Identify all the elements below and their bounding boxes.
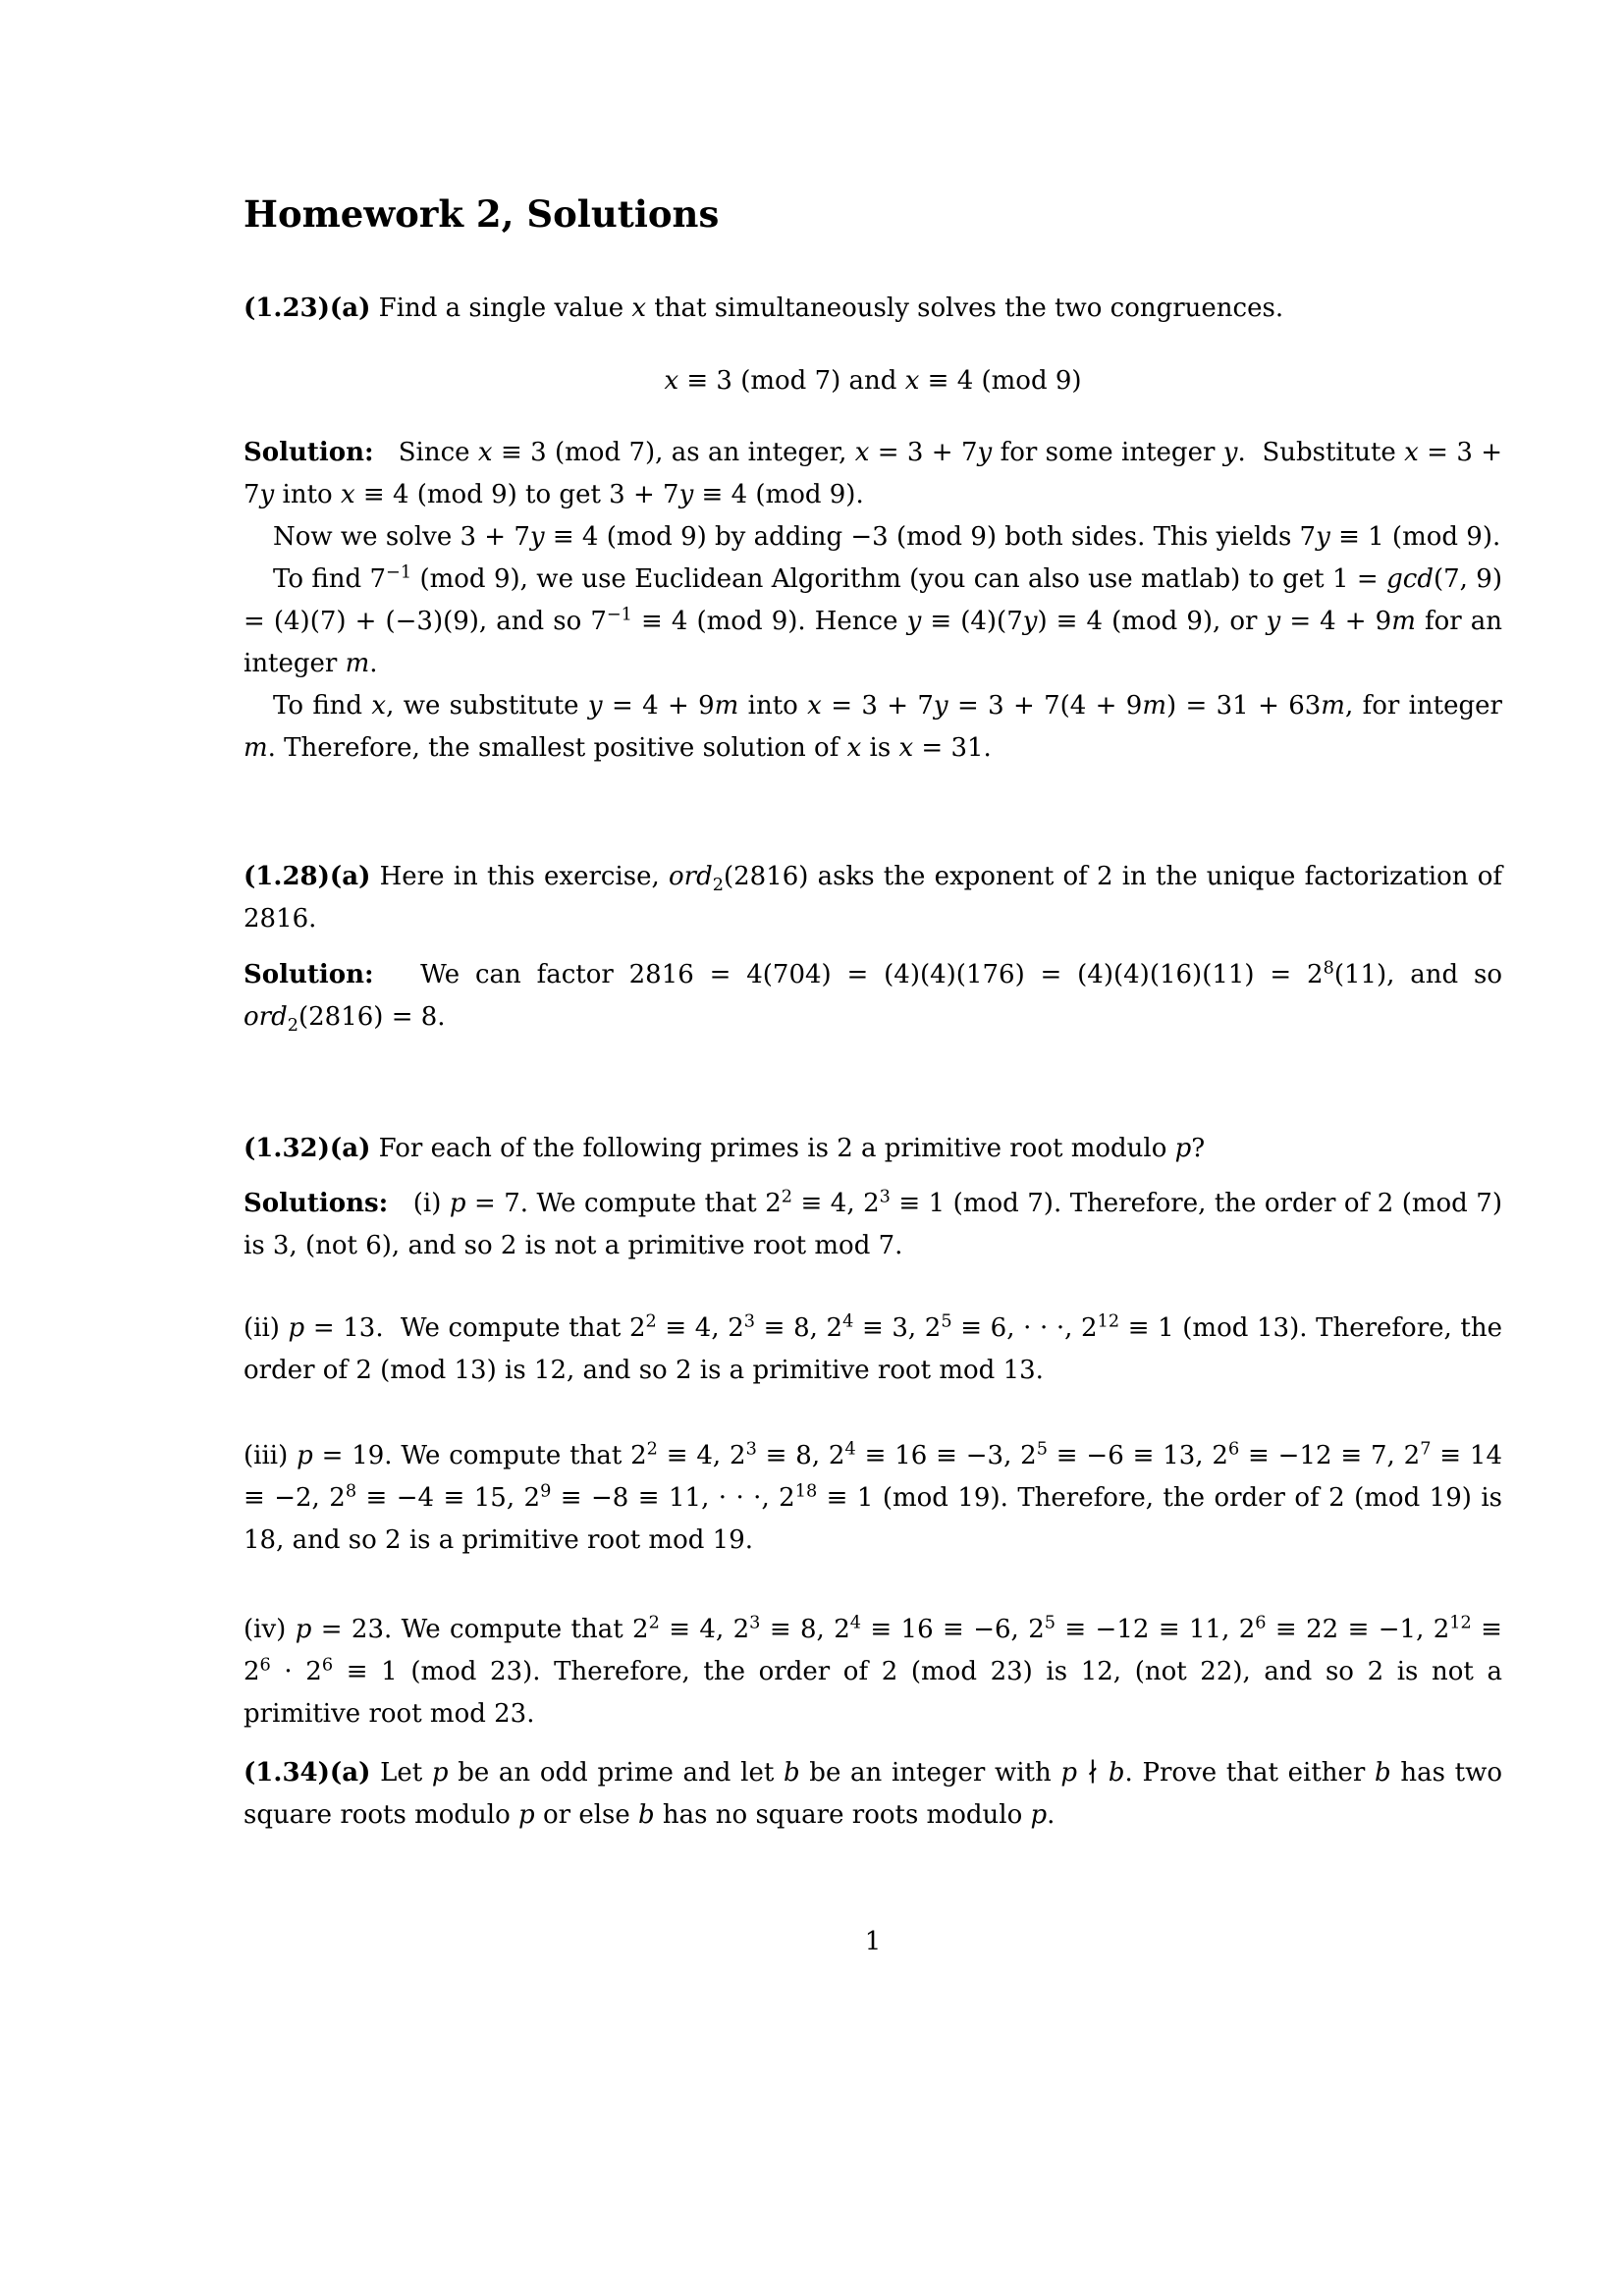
problem-1-32-solution-part-iii: (iii) p = 19. We compute that $2^2 \equiv 4$, $2^3 \equiv 8$, $2^4 \equiv 16 \equiv -3$, $2^5 \equiv -6 \equiv 13$, $2^6 \equiv -12 \equiv 7$, $2^7 \equiv 14 \equiv -2$, $2^8 \equiv -4 \equiv 15$, $2^9 \equiv -8 \equiv 11$, · · ·, $2^{18} \equiv 1$ (mod 19). Therefore, the order of 2 (mod 19) is 18, and so 2 is a primitive root mod 19. (244, 1439, 1502, 1555)
problem-1-32-solution-part-i: Solutions: (i) p = 7. We compute that $2^2 \equiv 4$, $2^3 \equiv 1$ (mod 7). Therefore, the order of 2 (mod 7) is 3, (not 6), and so 2 is not a primitive root mod 7. (244, 1187, 1502, 1260)
problem-1-23-solution-paragraph-1: Solution: Since x ≡ 3 (mod 7), as an integer, x = 3 + 7y for some integer y. Substitute x = 3 + 7y into x ≡ 4 (mod 9) to get 3 + 7y ≡ 4 (mod 9). (244, 438, 1503, 509)
problem-1-32-solution-part-ii: (ii) p = 13. We compute that $2^2 \equiv 4$, $2^3 \equiv 8$, $2^4 \equiv 3$, $2^5 \equiv 6$, · · ·, $2^{12} \equiv 1$ (mod 13). Therefore, the order of 2 (mod 13) is 12, and so 2 is a primitive root mod 13. (244, 1311, 1502, 1385)
problem-1-23-equation: x ≡ 3 (mod 7) and x ≡ 4 (mod 9) (664, 366, 1082, 396)
problem-1-28-solution: Solution: We can factor $2816 = 4(704) = (4)(4)(176) = (4)(4)(16)(11) = 2^8(11)$, and so ord$_2$(2816) = 8. (244, 958, 1502, 1037)
problem-1-23-solution-paragraph-4: To find x, we substitute y = 4 + 9m into x = 3 + 7y = 3 + 7(4 + 9m) = 31 + 63m, for integer m. Therefore, the smallest positive solution of x is x = 31. (244, 691, 1502, 763)
problem-1-28-statement: (1.28)(a) Here in this exercise, ord$_2$(2816) asks the exponent of 2 in the unique factorization of 2816. (244, 862, 1502, 934)
problem-1-32-statement: (1.32)(a) For each of the following primes is 2 a primitive root modulo p? (244, 1134, 1206, 1163)
document-title: Homework 2, Solutions (244, 192, 720, 236)
problem-1-34-statement: (1.34)(a) Let p be an odd prime and let b be an integer with p ∤ b. Prove that either b has two square roots modulo p or else b has no square roots modulo p. (244, 1758, 1503, 1830)
page-number: 1 (864, 1927, 882, 1956)
problem-1-32-solution-part-iv: (iv) p = 23. We compute that $2^2 \equiv 4$, $2^3 \equiv 8$, $2^4 \equiv 16 \equiv -6$, $2^5 \equiv -12 \equiv 11$, $2^6 \equiv 22 \equiv -1$, $2^{12} \equiv 2^6 \cdot 2^6 \equiv 1$ (mod 23). Therefore, the order of 2 (mod 23) is 12, (not 22), and so 2 is not a primitive root mod 23. (244, 1613, 1502, 1729)
problem-1-23-solution-paragraph-3: To find $7^{-1}$ (mod 9), we use Euclidean Algorithm (you can also use matlab) to get 1 = gcd(7, 9) = (4)(7) + (−3)(9), and so $7^{-1} \equiv 4$ (mod 9). Hence y ≡ (4)(7y) ≡ 4 (mod 9), or y = 4 + 9m for an integer m. (244, 562, 1503, 678)
document-content (244, 192, 1502, 1837)
problem-1-23-statement: (1.23)(a) Find a single value x that simultaneously solves the two congruences. (244, 294, 1284, 323)
problem-1-23-solution-paragraph-2: Now we solve 3 + 7y ≡ 4 (mod 9) by adding −3 (mod 9) both sides. This yields 7y ≡ 1 (mod 9). (273, 522, 1501, 552)
